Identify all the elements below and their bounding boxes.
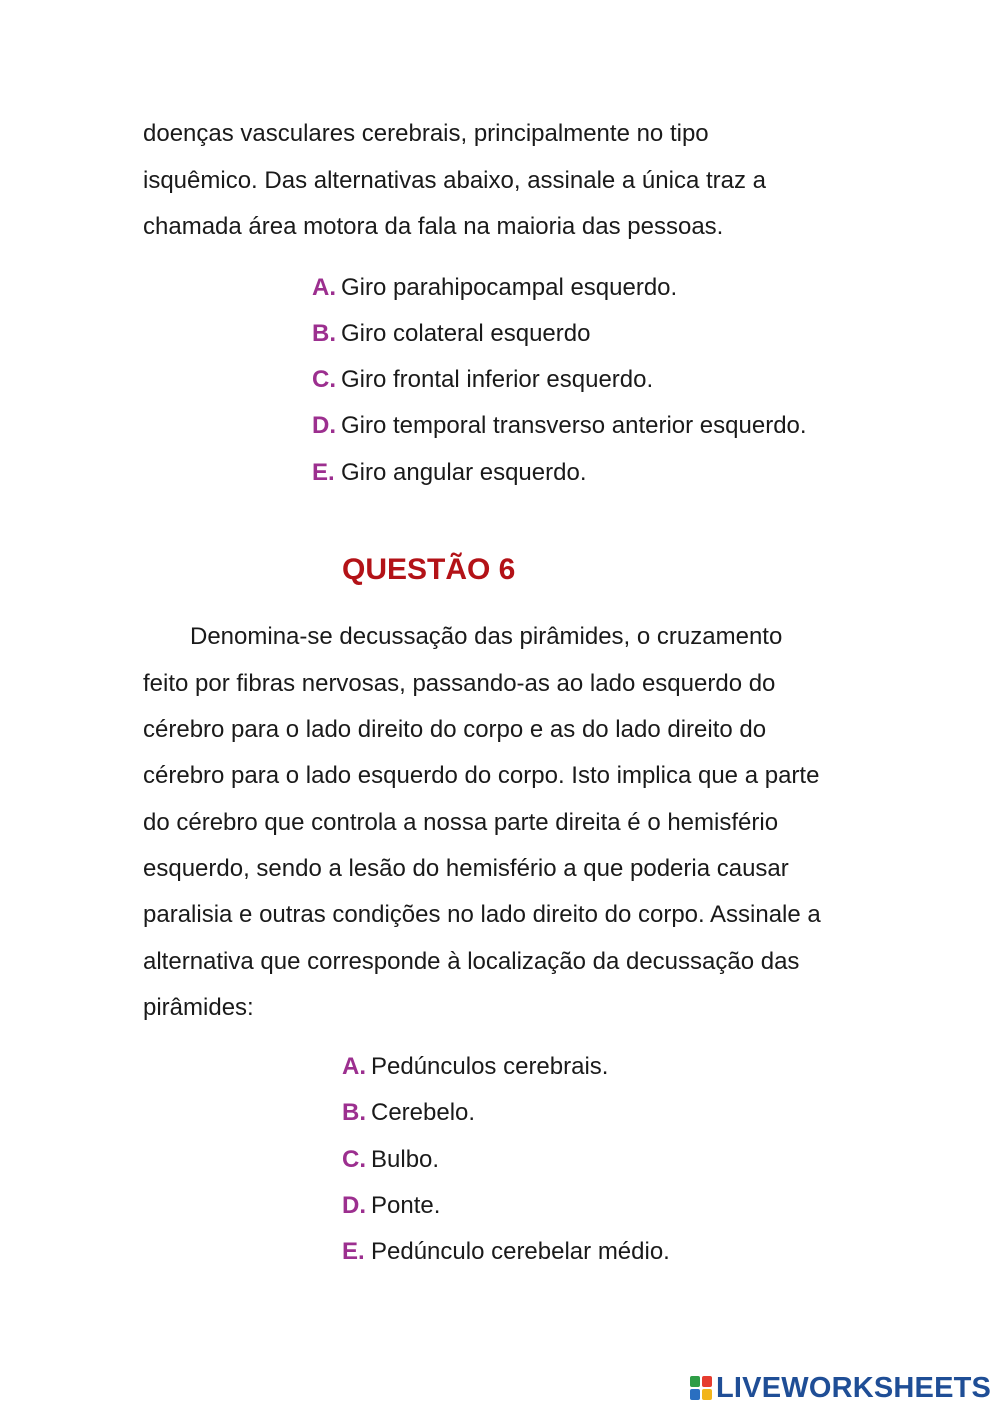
- option-letter: B.: [342, 1099, 366, 1126]
- q6-stem-line: alternativa que corresponde à localização da decussação das: [143, 948, 800, 975]
- option-text: Giro frontal inferior esquerdo.: [341, 366, 654, 393]
- option-text: Pedúnculo cerebelar médio.: [371, 1238, 670, 1265]
- option-text: Giro temporal transverso anterior esquerdo.: [341, 412, 807, 439]
- option-text: Giro parahipocampal esquerdo.: [341, 274, 678, 301]
- option-text: Cerebelo.: [371, 1099, 476, 1126]
- q6-stem-line: pirâmides:: [143, 994, 254, 1021]
- option-text: Pedúnculos cerebrais.: [371, 1053, 609, 1080]
- q6-stem-line: Denomina-se decussação das pirâmides, o cruzamento: [190, 623, 783, 650]
- q5-option-a[interactable]: [312, 273, 677, 303]
- q6-stem-line: cérebro para o lado direito do corpo e as do lado direito do: [143, 716, 767, 743]
- liveworksheets-logo-icon: [690, 1376, 712, 1400]
- liveworksheets-logo[interactable]: [690, 1373, 991, 1403]
- option-letter: C.: [342, 1146, 366, 1173]
- q6-option-a[interactable]: [342, 1052, 608, 1082]
- q6-option-d[interactable]: [342, 1191, 440, 1221]
- q6-stem-line: do cérebro que controla a nossa parte direita é o hemisfério: [143, 809, 779, 836]
- q6-stem-line: esquerdo, sendo a lesão do hemisfério a que poderia causar: [143, 855, 789, 882]
- q6-stem-line: paralisia e outras condições no lado direito do corpo. Assinale a: [143, 901, 821, 928]
- q6-option-b[interactable]: [342, 1098, 475, 1128]
- option-text: Giro angular esquerdo.: [341, 459, 587, 486]
- q5-stem-line: chamada área motora da fala na maioria das pessoas.: [143, 213, 724, 240]
- option-letter: A.: [312, 274, 336, 301]
- option-letter: A.: [342, 1053, 366, 1080]
- option-text: Giro colateral esquerdo: [341, 320, 591, 347]
- q5-stem-line: doenças vasculares cerebrais, principalmente no tipo: [143, 120, 709, 147]
- option-letter: D.: [342, 1192, 366, 1219]
- q6-stem-line: feito por fibras nervosas, passando-as ao lado esquerdo do: [143, 670, 776, 697]
- q5-option-c[interactable]: [312, 365, 653, 395]
- option-letter: E.: [342, 1238, 365, 1265]
- q5-option-b[interactable]: [312, 319, 590, 349]
- option-text: Bulbo.: [371, 1146, 440, 1173]
- question-title: QUESTÃO 6: [342, 553, 516, 586]
- q5-option-d[interactable]: [312, 411, 807, 441]
- option-letter: B.: [312, 320, 336, 347]
- q6-option-c[interactable]: [342, 1145, 439, 1175]
- logo-text: LIVEWORKSHEETS: [716, 1371, 992, 1404]
- q6-stem-line: cérebro para o lado esquerdo do corpo. Isto implica que a parte: [143, 762, 820, 789]
- option-letter: C.: [312, 366, 336, 393]
- option-text: Ponte.: [371, 1192, 441, 1219]
- q6-option-e[interactable]: [342, 1237, 670, 1267]
- option-letter: E.: [312, 459, 335, 486]
- option-letter: D.: [312, 412, 336, 439]
- q5-option-e[interactable]: [312, 458, 586, 488]
- q5-stem-line: isquêmico. Das alternativas abaixo, assinale a única traz a: [143, 167, 766, 194]
